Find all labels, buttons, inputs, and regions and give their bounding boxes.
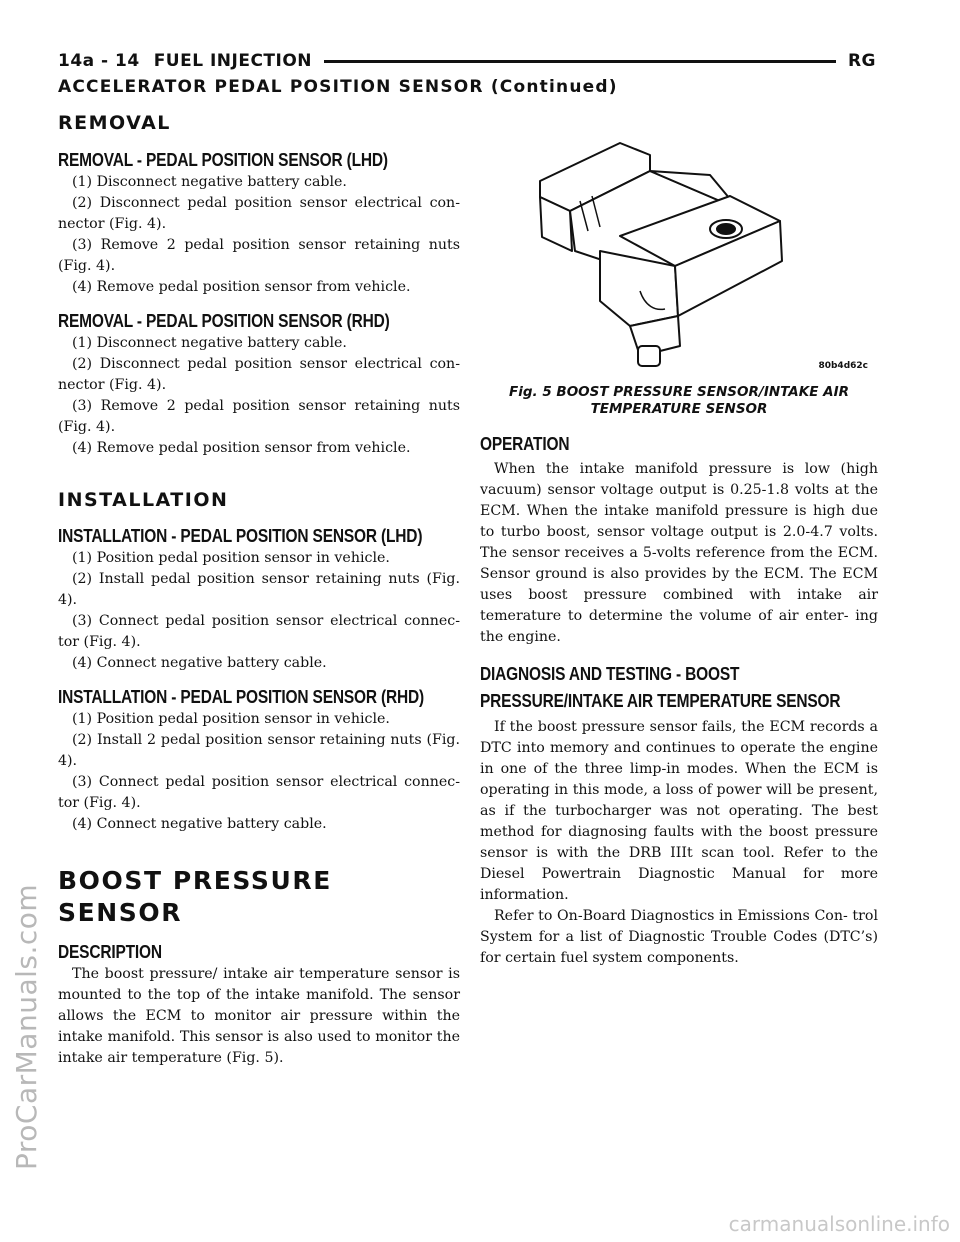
step: (3) Remove 2 pedal position sensor retaining nuts (Fig. 4).: [58, 237, 460, 274]
caption-line: Fig. 5 BOOST PRESSURE SENSOR/INTAKE AIR: [508, 384, 849, 400]
footer-watermark: carmanualsonline.info: [728, 1212, 950, 1236]
boost-sensor-illustration: [480, 141, 878, 379]
page-header: [58, 46, 876, 76]
right-column: [480, 141, 878, 969]
caption-line: TEMPERATURE SENSOR: [590, 401, 768, 417]
step: (1) Position pedal position sensor in vehicle.: [72, 550, 390, 566]
step: (2) Disconnect pedal position sensor electrical con- nector (Fig. 4).: [58, 195, 460, 232]
removal-rhd-steps: [58, 333, 460, 459]
page-reference: 14a - 14: [58, 51, 140, 71]
step: (4) Remove pedal position sensor from vehicle.: [72, 279, 411, 295]
step: (1) Disconnect negative battery cable.: [72, 174, 347, 190]
diagnosis-paragraph: Refer to On-Board Diagnostics in Emissions Con- trol System for a list of Diagnostic Trouble Codes (DTC’s) for certain fuel system components.: [480, 908, 878, 966]
description-text: The boost pressure/ intake air temperature sensor is mounted to the top of the intake manifold. The sensor allows the ECM to monitor air pressure within the intake manifold. This sensor is also used to monitor the intake air temperature (Fig. 5).: [58, 966, 460, 1066]
removal-lhd-heading: REMOVAL - PEDAL POSITION SENSOR (LHD): [58, 150, 388, 170]
installation-lhd-steps: [58, 548, 460, 674]
operation-text: When the intake manifold pressure is low (high vacuum) sensor voltage output is 0.25-1.8 volts at the ECM. When the intake manifold pressure is high due to turbo boost, sensor voltage output is 2.0-4.7 volts. The sensor receives a 5-volts reference from the ECM. Sensor ground is also provides by the ECM. The ECM uses boost pressure combined with intake air temerature to determine the volume of air enter- ing the engine.: [480, 461, 878, 645]
left-column: [58, 108, 460, 1069]
installation-rhd-heading: INSTALLATION - PEDAL POSITION SENSOR (RHD): [58, 687, 425, 707]
section-title: FUEL INJECTION: [153, 51, 313, 71]
step: (1) Position pedal position sensor in vehicle.: [72, 711, 390, 727]
step: (3) Remove 2 pedal position sensor retaining nuts (Fig. 4).: [58, 398, 460, 435]
diagnosis-heading: DIAGNOSIS AND TESTING - BOOST PRESSURE/INTAKE AIR TEMPERATURE SENSOR: [480, 664, 841, 711]
step: (2) Disconnect pedal position sensor electrical con- nector (Fig. 4).: [58, 356, 460, 393]
boost-sensor-heading: BOOST PRESSURE SENSOR: [58, 866, 332, 927]
diagnosis-paragraph: If the boost pressure sensor fails, the ECM records a DTC into memory and continues to operate the engine in one of the three limp-in modes. When the ECM is operating in this mode, a loss of power will be present, as if the turbocharger was not operating. The best method for diagnosing faults with the boost pressure sensor is with the DRB IIIt scan tool. Refer to the Diesel Powertrain Diagnostic Manual for more information.: [480, 719, 878, 903]
step: (4) Remove pedal position sensor from vehicle.: [72, 440, 411, 456]
figure-code: 80b4d62c: [818, 361, 868, 371]
model-code: RG: [847, 51, 876, 71]
step: (1) Disconnect negative battery cable.: [72, 335, 347, 351]
step: (4) Connect negative battery cable.: [72, 816, 327, 832]
side-watermark: ProCarManuals.com: [10, 883, 43, 1170]
removal-heading: REMOVAL: [58, 112, 171, 134]
operation-heading: OPERATION: [480, 434, 570, 454]
installation-heading: INSTALLATION: [58, 489, 229, 511]
header-rule: [324, 60, 836, 63]
description-heading: DESCRIPTION: [58, 942, 162, 962]
removal-rhd-heading: REMOVAL - PEDAL POSITION SENSOR (RHD): [58, 311, 390, 331]
step: (3) Connect pedal position sensor electrical connec- tor (Fig. 4).: [58, 774, 460, 811]
installation-lhd-heading: INSTALLATION - PEDAL POSITION SENSOR (LHD): [58, 526, 423, 546]
figure-caption: [480, 384, 878, 418]
step: (4) Connect negative battery cable.: [72, 655, 327, 671]
step: (2) Install 2 pedal position sensor retaining nuts (Fig. 4).: [58, 732, 460, 769]
installation-rhd-steps: [58, 709, 460, 835]
figure-5: [480, 141, 878, 379]
step: (3) Connect pedal position sensor electrical connec- tor (Fig. 4).: [58, 613, 460, 650]
continued-title: ACCELERATOR PEDAL POSITION SENSOR (Continued): [58, 77, 618, 97]
removal-lhd-steps: [58, 172, 460, 298]
step: (2) Install pedal position sensor retaining nuts (Fig. 4).: [58, 571, 460, 608]
